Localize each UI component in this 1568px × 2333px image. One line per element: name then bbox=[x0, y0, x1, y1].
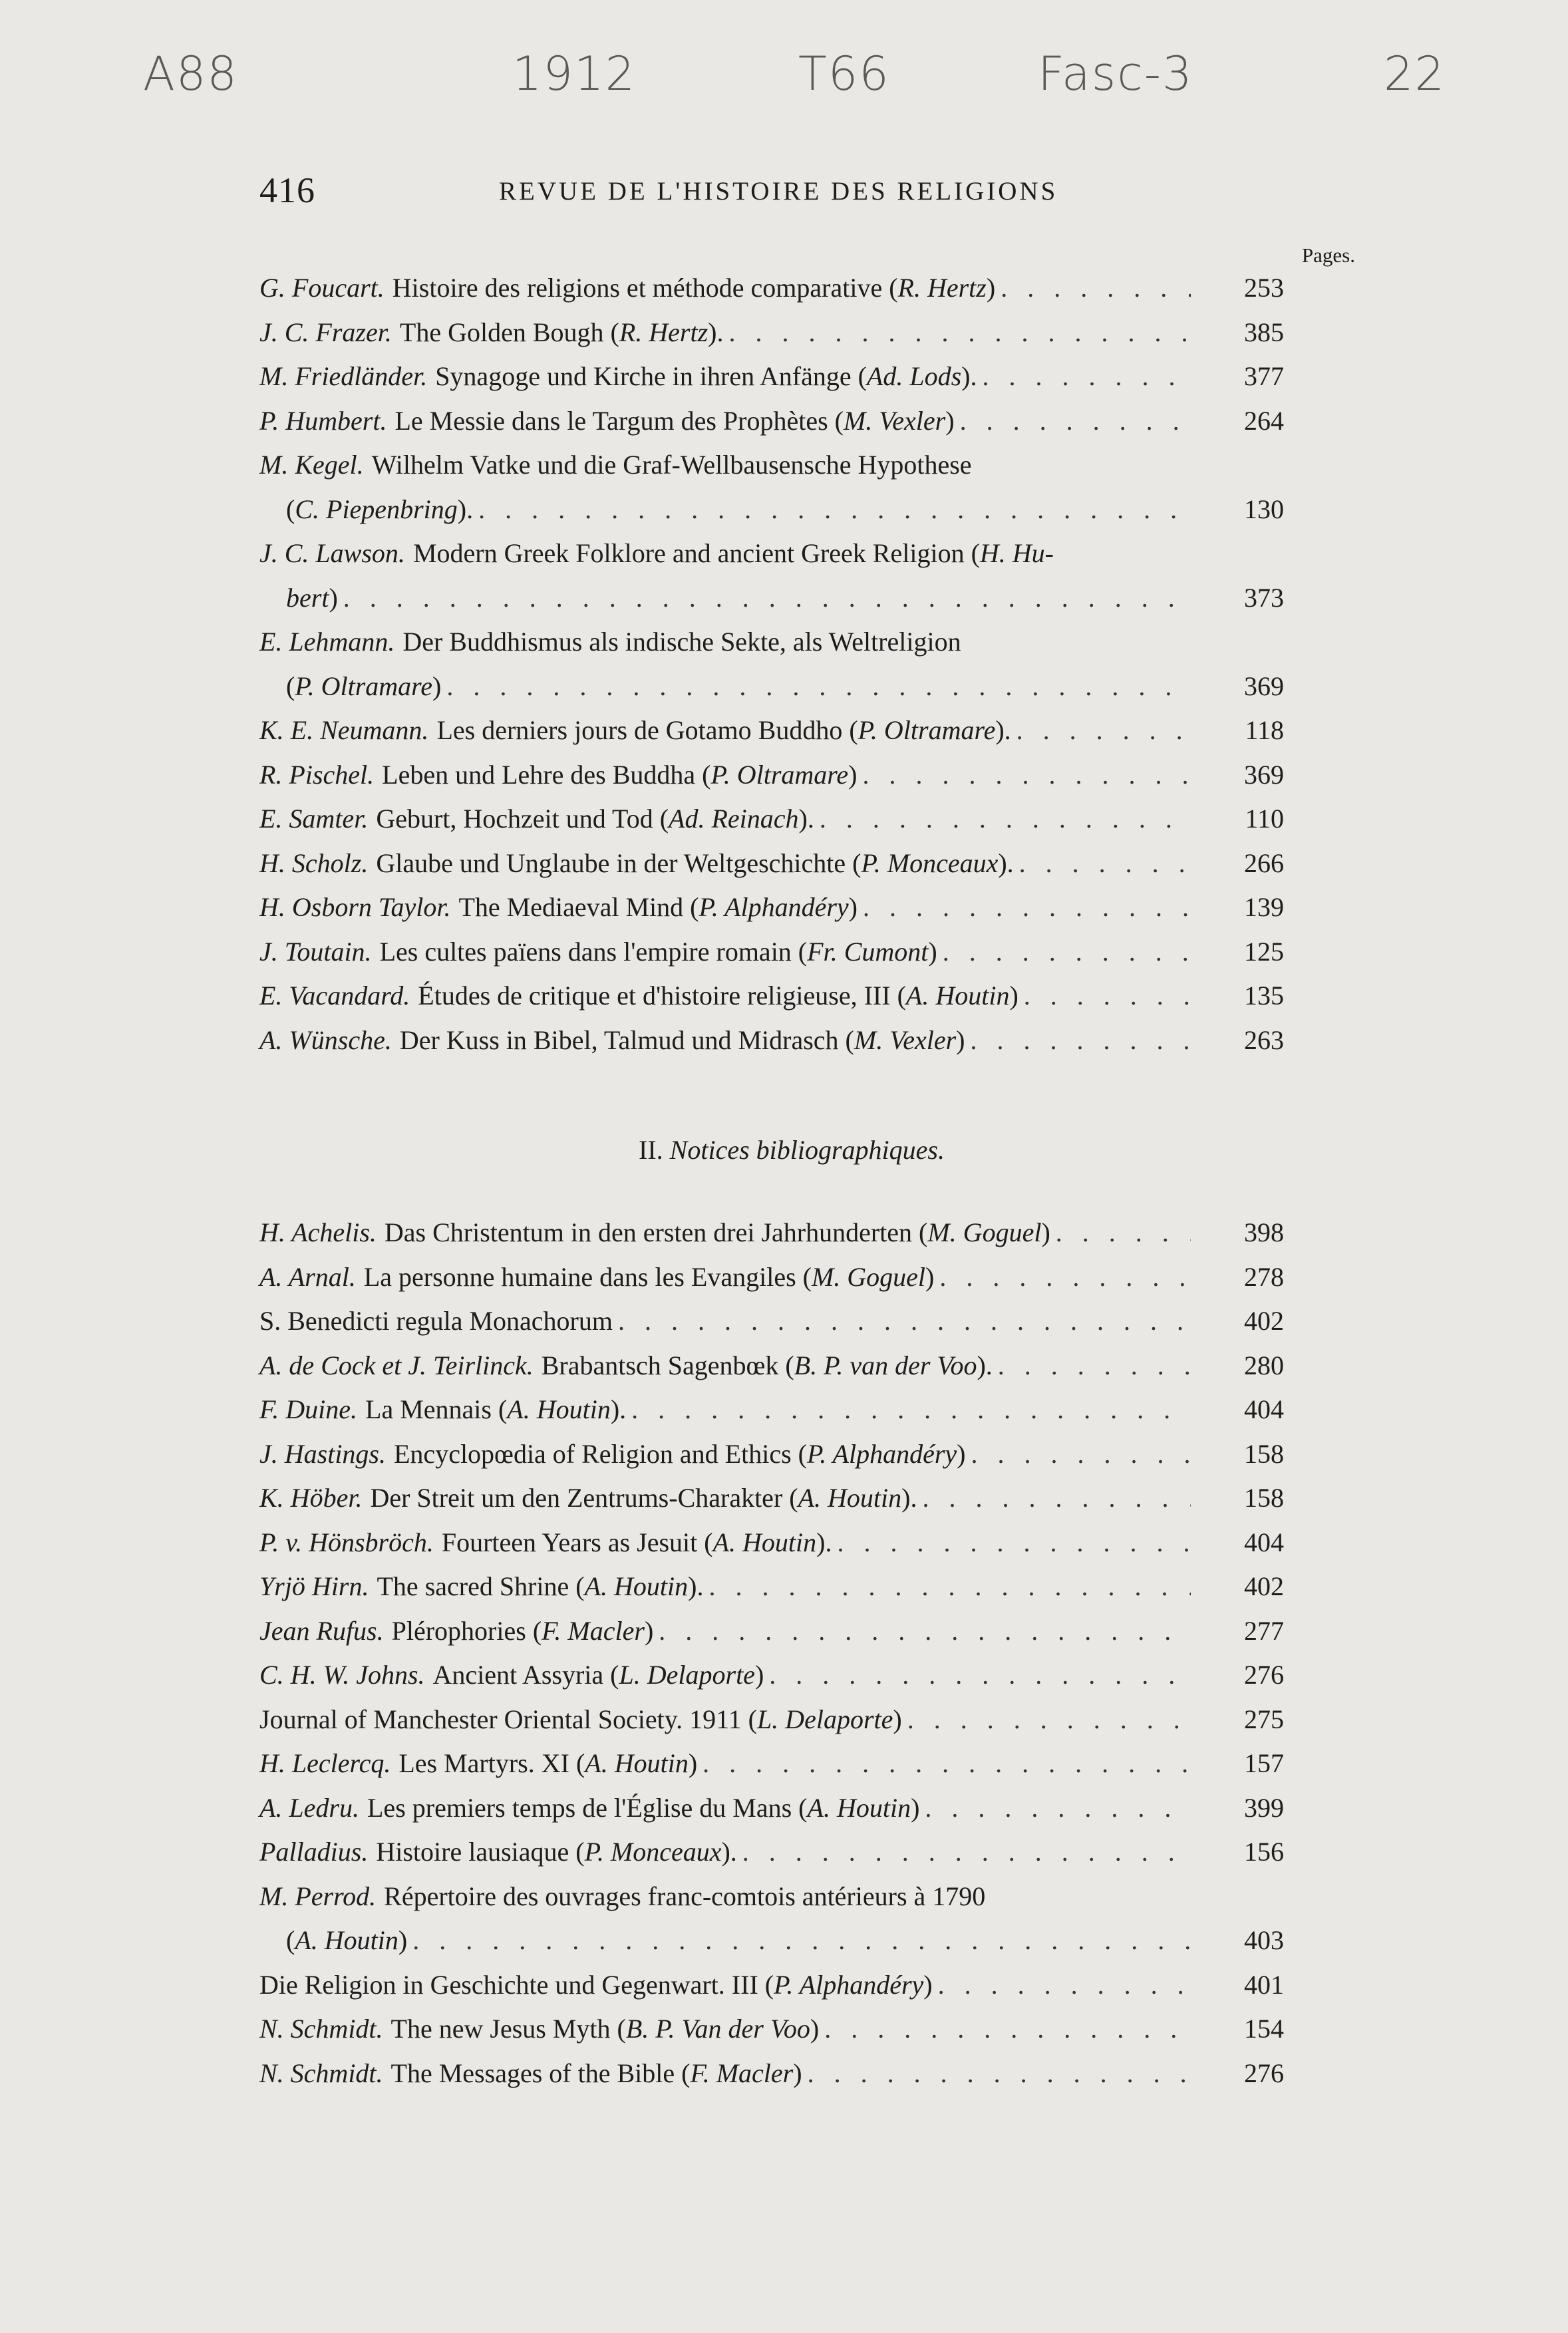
entry-page-number: 263 bbox=[1244, 1024, 1284, 1055]
entry-page-number: 402 bbox=[1244, 1306, 1284, 1336]
entry-reviewer: A. Houtin bbox=[585, 1748, 689, 1778]
entry-reviewer: Ad. Lods bbox=[866, 361, 962, 391]
entry-close: ). bbox=[688, 1571, 704, 1601]
entry-line bbox=[259, 797, 1191, 842]
entry-title: Plérophories ( bbox=[391, 1615, 542, 1646]
bibliography-entry bbox=[259, 708, 1284, 753]
entry-close: ) bbox=[986, 273, 996, 303]
leader-dots bbox=[343, 576, 1191, 621]
entry-close: ). bbox=[610, 1394, 627, 1424]
leader-dots bbox=[820, 797, 1191, 842]
entry-title: Histoire des religions et méthode comparative ( bbox=[392, 273, 898, 303]
bibliography-entry bbox=[259, 311, 1284, 355]
leader-dots bbox=[862, 753, 1191, 798]
reviews-list bbox=[259, 266, 1284, 1062]
leader-dots bbox=[837, 1521, 1191, 1565]
entry-reviewer: bert bbox=[286, 582, 329, 613]
bibliography-entry bbox=[259, 974, 1284, 1018]
bibliography-entry bbox=[259, 620, 1284, 708]
entry-title: Glaube und Unglaube in der Weltgeschichte ( bbox=[376, 848, 862, 878]
entry-page-number: 277 bbox=[1244, 1615, 1284, 1646]
entry-author: P. v. Hönsbröch. bbox=[259, 1527, 434, 1557]
entry-line bbox=[259, 930, 1191, 975]
entry-reviewer: M. Goguel bbox=[927, 1217, 1042, 1247]
entry-page-number: 404 bbox=[1244, 1394, 1284, 1424]
bibliography-entry bbox=[259, 930, 1284, 975]
bibliography-entry bbox=[259, 1698, 1284, 1742]
leader-dots bbox=[1017, 708, 1191, 753]
bibliography-entry bbox=[259, 2052, 1284, 2096]
leader-dots bbox=[971, 1432, 1191, 1477]
entry-author: M. Kegel. bbox=[259, 450, 364, 480]
entry-author: J. Hastings. bbox=[259, 1438, 386, 1469]
entry-close: ) bbox=[398, 1925, 408, 1955]
entry-title: Modern Greek Folklore and ancient Greek Religion ( bbox=[412, 538, 980, 568]
bibliography-entry bbox=[259, 1521, 1284, 1565]
bibliography-entry bbox=[259, 443, 1284, 532]
entry-reviewer: R. Hertz bbox=[897, 273, 987, 303]
handwritten-note-1: A88 bbox=[143, 47, 238, 101]
entry-title: Synagoge und Kirche in ihren Anfänge ( bbox=[435, 361, 867, 391]
entry-page-number: 118 bbox=[1245, 715, 1284, 745]
bibliography-entry bbox=[259, 1875, 1284, 1963]
leader-dots bbox=[939, 1255, 1191, 1300]
entry-line bbox=[259, 1698, 1191, 1742]
running-title: REVUE DE L'HISTOIRE DES RELIGIONS bbox=[499, 177, 1058, 206]
entry-line bbox=[259, 1742, 1191, 1786]
leader-dots bbox=[742, 1830, 1191, 1875]
bibliography-entry bbox=[259, 1653, 1284, 1698]
section-heading bbox=[259, 1134, 1284, 1166]
bibliography-entry bbox=[259, 1786, 1284, 1831]
entry-page-number: 401 bbox=[1244, 1969, 1284, 2000]
leader-dots bbox=[412, 1919, 1191, 1963]
bibliography-entry bbox=[259, 532, 1284, 620]
leader-dots bbox=[907, 1698, 1191, 1742]
entry-line bbox=[259, 1919, 1191, 1963]
entry-reviewer: B. P. van der Voo bbox=[794, 1350, 977, 1380]
entry-line bbox=[259, 488, 1191, 532]
entry-title: The Messages of the Bible ( bbox=[391, 2058, 691, 2088]
entry-reviewer: L. Delaporte bbox=[756, 1704, 893, 1734]
entry-page-number: 276 bbox=[1244, 1660, 1284, 1690]
section-heading-block bbox=[259, 1134, 1284, 1166]
entry-reviewer: A. Houtin bbox=[798, 1483, 902, 1513]
entry-reviewer: A. Houtin bbox=[807, 1792, 911, 1823]
entry-author: N. Schmidt. bbox=[259, 2014, 383, 2044]
entry-page-number: 403 bbox=[1244, 1925, 1284, 1955]
leader-dots bbox=[1024, 974, 1191, 1018]
entry-page-number: 158 bbox=[1244, 1483, 1284, 1513]
entry-title: Journal of Manchester Oriental Society. 1911 ( bbox=[259, 1704, 757, 1734]
entry-close: ) bbox=[928, 936, 937, 967]
entry-author: K. Höber. bbox=[259, 1483, 363, 1513]
bibliography-entry bbox=[259, 1742, 1284, 1786]
entry-close: ) bbox=[848, 759, 858, 790]
entry-line bbox=[259, 1432, 1191, 1477]
entry-title: Das Christentum in den ersten drei Jahrhunderten ( bbox=[384, 1217, 928, 1247]
entry-page-number: 157 bbox=[1244, 1748, 1284, 1778]
bibliography-entry bbox=[259, 753, 1284, 798]
entry-close: ) bbox=[1041, 1217, 1050, 1247]
entry-reviewer: L. Delaporte bbox=[619, 1660, 755, 1690]
bibliography-entry bbox=[259, 1830, 1284, 1875]
entry-reviewer: P. Alphandéry bbox=[699, 892, 849, 922]
bibliography-entry bbox=[259, 1388, 1284, 1432]
pages-column-label: Pages. bbox=[1301, 243, 1355, 267]
entry-line bbox=[259, 1344, 1191, 1388]
handwritten-note-3: T66 bbox=[798, 47, 890, 101]
entry-line bbox=[259, 1653, 1191, 1698]
entry-author: J. C. Lawson. bbox=[259, 538, 405, 568]
entry-line bbox=[259, 665, 1191, 709]
entry-author: Palladius. bbox=[259, 1837, 369, 1867]
entry-title: Les cultes païens dans l'empire romain ( bbox=[379, 936, 808, 967]
entry-close: ). bbox=[961, 361, 977, 391]
entry-reviewer: F. Macler bbox=[542, 1615, 645, 1646]
entry-close: ) bbox=[925, 1261, 935, 1292]
entry-author: E. Lehmann. bbox=[259, 627, 395, 657]
entry-line bbox=[259, 842, 1191, 886]
leader-dots bbox=[863, 885, 1191, 930]
entry-page-number: 130 bbox=[1244, 494, 1284, 524]
entry-page-number: 154 bbox=[1244, 2014, 1284, 2044]
entry-title: The new Jesus Myth ( bbox=[391, 2014, 626, 2044]
entry-page-number: 280 bbox=[1244, 1350, 1284, 1380]
entry-reviewer: B. P. Van der Voo bbox=[625, 2014, 810, 2044]
entry-close: ) bbox=[329, 582, 338, 613]
entry-close: ) bbox=[957, 1438, 966, 1469]
entry-reviewer: A. Houtin bbox=[712, 1527, 817, 1557]
entry-title: The Mediaeval Mind ( bbox=[458, 892, 699, 922]
entry-title: The Golden Bough ( bbox=[399, 317, 619, 347]
entry-page-number: 385 bbox=[1244, 317, 1284, 347]
leader-dots bbox=[446, 665, 1191, 709]
entry-title: La personne humaine dans les Evangiles ( bbox=[363, 1261, 812, 1292]
entry-author: E. Samter. bbox=[259, 804, 369, 834]
entry-author: J. C. Frazer. bbox=[259, 317, 392, 347]
entry-reviewer: P. Oltramare bbox=[295, 671, 433, 701]
bibliography-entry bbox=[259, 399, 1284, 444]
entry-page-number: 278 bbox=[1244, 1261, 1284, 1292]
leader-dots bbox=[943, 930, 1191, 975]
entry-author: A. de Cock et J. Teirlinck. bbox=[259, 1350, 534, 1380]
entry-open-paren: ( bbox=[286, 671, 295, 701]
entry-line bbox=[259, 1018, 1191, 1063]
entry-reviewer: P. Alphandéry bbox=[806, 1438, 957, 1469]
entry-line bbox=[259, 885, 1191, 930]
handwritten-note-4: Fasc-3 bbox=[1038, 47, 1193, 101]
entry-page-number: 135 bbox=[1244, 981, 1284, 1011]
entry-reviewer: R. Hertz bbox=[619, 317, 708, 347]
entry-author: N. Schmidt. bbox=[259, 2058, 383, 2088]
leader-dots bbox=[1019, 842, 1191, 886]
leader-dots bbox=[938, 1963, 1191, 2008]
leader-dots bbox=[703, 1742, 1191, 1786]
entry-author: C. H. W. Johns. bbox=[259, 1660, 425, 1690]
leader-dots bbox=[998, 1344, 1191, 1388]
leader-dots bbox=[729, 311, 1191, 355]
entry-title: Histoire lausiaque ( bbox=[376, 1837, 585, 1867]
entry-title: La Mennais ( bbox=[365, 1394, 508, 1424]
bibliography-entry bbox=[259, 1476, 1284, 1521]
entry-title: Ancient Assyria ( bbox=[432, 1660, 619, 1690]
entry-title: Geburt, Hochzeit und Tod ( bbox=[376, 804, 669, 834]
entry-close: ). bbox=[457, 494, 474, 524]
entry-reviewer-part: H. Hu- bbox=[979, 538, 1054, 568]
entry-page-number: 369 bbox=[1244, 671, 1284, 701]
entry-close: ) bbox=[810, 2014, 820, 2044]
entry-line bbox=[259, 708, 1191, 753]
notices-list bbox=[259, 1211, 1284, 2096]
entry-line bbox=[259, 974, 1191, 1018]
entry-close: ) bbox=[688, 1748, 698, 1778]
bibliography-entry bbox=[259, 2007, 1284, 2052]
entry-line bbox=[259, 1609, 1191, 1654]
entry-line bbox=[259, 1830, 1191, 1875]
leader-dots bbox=[1001, 266, 1191, 311]
bibliography-entry bbox=[259, 355, 1284, 399]
entry-title: Encyclopœdia of Religion and Ethics ( bbox=[394, 1438, 807, 1469]
entry-close: ) bbox=[644, 1615, 654, 1646]
entry-reviewer: P. Monceaux bbox=[584, 1837, 722, 1867]
entry-line bbox=[259, 1388, 1191, 1432]
entry-close: ). bbox=[995, 715, 1011, 745]
entry-reviewer: P. Monceaux bbox=[861, 848, 999, 878]
section-number: II. bbox=[639, 1135, 663, 1165]
entry-close: ) bbox=[923, 1969, 933, 2000]
entry-author: A. Wünsche. bbox=[259, 1024, 392, 1055]
entry-page-number: 377 bbox=[1244, 361, 1284, 391]
bibliography-entry bbox=[259, 1255, 1284, 1300]
handwritten-note-5: 22 bbox=[1384, 47, 1446, 101]
entry-title: Brabantsch Sagenbœk ( bbox=[541, 1350, 794, 1380]
leader-dots bbox=[808, 2052, 1191, 2096]
entry-line bbox=[259, 399, 1191, 444]
leader-dots bbox=[478, 488, 1191, 532]
bibliography-entry bbox=[259, 266, 1284, 311]
leader-dots bbox=[970, 1018, 1191, 1063]
bibliography-entry bbox=[259, 797, 1284, 842]
entry-close: ). bbox=[998, 848, 1014, 878]
entry-close: ) bbox=[945, 405, 955, 436]
entry-title: Études de critique et d'histoire religieuse, III ( bbox=[418, 981, 906, 1011]
entry-page-number: 158 bbox=[1244, 1438, 1284, 1469]
entry-close: ). bbox=[708, 317, 724, 347]
entry-line bbox=[259, 443, 1191, 488]
entry-title: Les Martyrs. XI ( bbox=[398, 1748, 585, 1778]
entry-author: G. Foucart. bbox=[259, 273, 385, 303]
bibliography-entry bbox=[259, 1211, 1284, 1255]
entry-line bbox=[259, 753, 1191, 798]
entry-page-number: 404 bbox=[1244, 1527, 1284, 1557]
entry-page-number: 373 bbox=[1244, 582, 1284, 613]
leader-dots bbox=[925, 1786, 1191, 1831]
entry-line bbox=[259, 2052, 1191, 2096]
entry-close: ). bbox=[901, 1483, 917, 1513]
entry-reviewer: P. Oltramare bbox=[710, 759, 849, 790]
bibliography-entry bbox=[259, 842, 1284, 886]
entry-line bbox=[259, 1786, 1191, 1831]
entry-author: K. E. Neumann. bbox=[259, 715, 429, 745]
entry-close: ) bbox=[432, 671, 442, 701]
entry-line bbox=[259, 1565, 1191, 1609]
entry-close: ) bbox=[911, 1792, 920, 1823]
entry-close: ). bbox=[816, 1527, 832, 1557]
entry-line bbox=[259, 620, 1191, 665]
entry-open-paren: ( bbox=[286, 494, 295, 524]
leader-dots bbox=[960, 399, 1191, 444]
entry-page-number: 110 bbox=[1245, 804, 1284, 834]
entry-reviewer: Ad. Reinach bbox=[669, 804, 799, 834]
entry-author: H. Scholz. bbox=[259, 848, 369, 878]
entry-reviewer: A. Houtin bbox=[295, 1925, 398, 1955]
entry-author: A. Arnal. bbox=[259, 1261, 356, 1292]
entry-author: H. Achelis. bbox=[259, 1217, 377, 1247]
entry-title: S. Benedicti regula Monachorum bbox=[259, 1306, 613, 1336]
entry-close: ) bbox=[1009, 981, 1019, 1011]
page-number: 416 bbox=[259, 170, 315, 210]
entry-reviewer: M. Goguel bbox=[811, 1261, 926, 1292]
entry-line bbox=[259, 266, 1191, 311]
entry-reviewer: A. Houtin bbox=[507, 1394, 611, 1424]
bibliography-entry bbox=[259, 1299, 1284, 1344]
entry-page-number: 125 bbox=[1244, 936, 1284, 967]
bibliography-entry bbox=[259, 1963, 1284, 2008]
bibliography-entry bbox=[259, 1609, 1284, 1654]
entry-reviewer: M. Vexler bbox=[843, 405, 946, 436]
entry-author: Jean Rufus. bbox=[259, 1615, 384, 1646]
entry-page-number: 156 bbox=[1244, 1837, 1284, 1867]
entry-title: Der Kuss in Bibel, Talmud und Midrasch ( bbox=[399, 1024, 854, 1055]
entry-close: ) bbox=[848, 892, 858, 922]
entry-line bbox=[259, 1299, 1191, 1344]
entry-title: Leben und Lehre des Buddha ( bbox=[382, 759, 711, 790]
entry-author: F. Duine. bbox=[259, 1394, 358, 1424]
entry-title: Die Religion in Geschichte und Gegenwart. III ( bbox=[259, 1969, 774, 2000]
entry-author: H. Osborn Taylor. bbox=[259, 892, 451, 922]
leader-dots bbox=[618, 1299, 1191, 1344]
entry-author: H. Leclercq. bbox=[259, 1748, 391, 1778]
bibliography-entry bbox=[259, 1565, 1284, 1609]
entry-title: Wilhelm Vatke und die Graf-Wellbausensche Hypothese bbox=[371, 450, 972, 480]
entry-close: ) bbox=[793, 2058, 802, 2088]
bibliography-entry bbox=[259, 885, 1284, 930]
entry-author: Yrjö Hirn. bbox=[259, 1571, 369, 1601]
entry-author: M. Perrod. bbox=[259, 1881, 377, 1911]
entry-reviewer: Fr. Cumont bbox=[807, 936, 929, 967]
entry-reviewer: F. Macler bbox=[690, 2058, 794, 2088]
leader-dots bbox=[769, 1653, 1191, 1698]
entry-close: ) bbox=[893, 1704, 902, 1734]
leader-dots bbox=[922, 1476, 1191, 1521]
entry-reviewer: P. Alphandéry bbox=[774, 1969, 924, 2000]
entry-title: Der Streit um den Zentrums-Charakter ( bbox=[370, 1483, 798, 1513]
entry-author: J. Toutain. bbox=[259, 936, 372, 967]
entry-page-number: 398 bbox=[1244, 1217, 1284, 1247]
leader-dots bbox=[631, 1388, 1191, 1432]
entry-page-number: 402 bbox=[1244, 1571, 1284, 1601]
entry-author: R. Pischel. bbox=[259, 759, 375, 790]
entry-line bbox=[259, 311, 1191, 355]
entry-close: ) bbox=[754, 1660, 764, 1690]
entry-reviewer: M. Vexler bbox=[854, 1024, 957, 1055]
bibliography-entry bbox=[259, 1018, 1284, 1063]
entry-line bbox=[259, 1521, 1191, 1565]
entry-line bbox=[259, 1255, 1191, 1300]
entry-line bbox=[259, 1211, 1191, 1255]
leader-dots bbox=[1056, 1211, 1191, 1255]
entry-title: Les derniers jours de Gotamo Buddho ( bbox=[436, 715, 858, 745]
entry-title: Der Buddhismus als indische Sekte, als Weltreligion bbox=[402, 627, 961, 657]
entry-close: ). bbox=[721, 1837, 737, 1867]
entry-page-number: 399 bbox=[1244, 1792, 1284, 1823]
entry-line bbox=[259, 1476, 1191, 1521]
handwritten-note-2: 1912 bbox=[512, 47, 637, 101]
entry-page-number: 266 bbox=[1244, 848, 1284, 878]
page-header bbox=[259, 170, 1284, 210]
entry-title: The sacred Shrine ( bbox=[377, 1571, 585, 1601]
entry-close: ). bbox=[798, 804, 814, 834]
entry-page-number: 276 bbox=[1244, 2058, 1284, 2088]
entry-reviewer: P. Oltramare bbox=[858, 715, 996, 745]
entry-page-number: 275 bbox=[1244, 1704, 1284, 1734]
entry-page-number: 264 bbox=[1244, 405, 1284, 436]
entry-page-number: 253 bbox=[1244, 273, 1284, 303]
section-title: Notices bibliographiques. bbox=[669, 1135, 945, 1165]
entry-reviewer: A. Houtin bbox=[905, 981, 1010, 1011]
entry-close: ) bbox=[956, 1024, 965, 1055]
entry-line bbox=[259, 1875, 1191, 1919]
entry-line bbox=[259, 2007, 1191, 2052]
entry-line bbox=[259, 355, 1191, 399]
entry-author: M. Friedländer. bbox=[259, 361, 428, 391]
entry-close: ). bbox=[977, 1350, 993, 1380]
entry-line bbox=[259, 576, 1191, 621]
entry-open-paren: ( bbox=[286, 1925, 295, 1955]
bibliography-entry bbox=[259, 1344, 1284, 1388]
entry-line bbox=[259, 532, 1191, 576]
entry-author: A. Ledru. bbox=[259, 1792, 359, 1823]
entry-page-number: 369 bbox=[1244, 759, 1284, 790]
entry-line bbox=[259, 1963, 1191, 2008]
leader-dots bbox=[659, 1609, 1191, 1654]
entry-reviewer: A. Houtin bbox=[584, 1571, 689, 1601]
entry-title: Les premiers temps de l'Église du Mans ( bbox=[367, 1792, 808, 1823]
leader-dots bbox=[824, 2007, 1191, 2052]
leader-dots bbox=[708, 1565, 1191, 1609]
entry-reviewer: C. Piepenbring bbox=[295, 494, 458, 524]
entry-page-number: 139 bbox=[1244, 892, 1284, 922]
entry-author: E. Vacandard. bbox=[259, 981, 410, 1011]
entry-title: Fourteen Years as Jesuit ( bbox=[441, 1527, 713, 1557]
bibliography-entry bbox=[259, 1432, 1284, 1477]
entry-title: Répertoire des ouvrages franc-comtois antérieurs à 1790 bbox=[384, 1881, 986, 1911]
entry-author: P. Humbert. bbox=[259, 405, 387, 436]
leader-dots bbox=[982, 355, 1191, 399]
entry-title: Le Messie dans le Targum des Prophètes ( bbox=[394, 405, 844, 436]
